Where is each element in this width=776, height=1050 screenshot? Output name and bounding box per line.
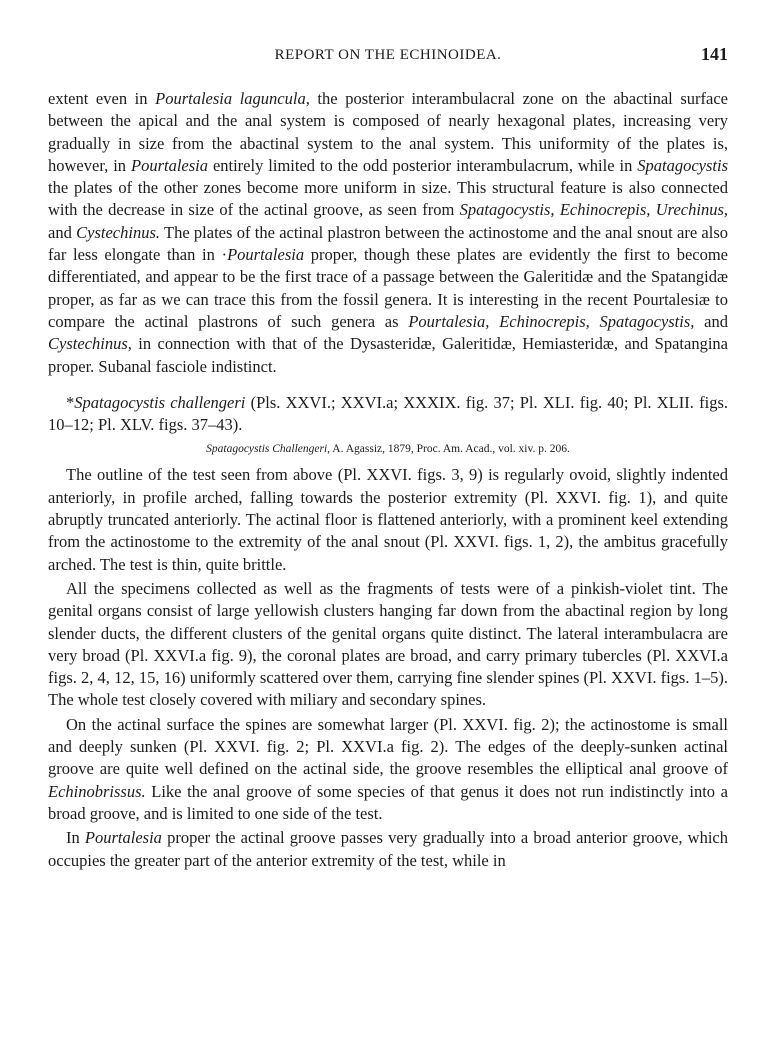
paragraph-pourtalesia-groove [48, 827, 728, 872]
italic-run: Pourtalesia, Echinocrepis, Spatagocystis, [408, 311, 695, 331]
paragraph-actinal-surface [48, 714, 728, 825]
italic-run: Pourtalesia [227, 245, 305, 265]
text-run: the plates of the other zones become more uniform in size. This structural feature is also connected with the decrease in size of the actinal groove, as seen from [48, 178, 728, 220]
text-run: On the actinal surface the spines are somewhat larger (Pl. XXVI. fig. 2); the actinostome is small and deeply sunken (Pl. XXVI. fig. 2; Pl. XXVI.a fig. 2). The edges of the deeply-sunken actinal groove are quite well defined on the actinal side, the groove resembles the elliptical anal groove of [48, 714, 728, 779]
text-run: A. Agassiz, 1879, Proc. Am. Acad., vol. xiv. p. 206. [330, 443, 570, 456]
text-run: the posterior interambulacral zone on the abactinal surface between the apical and the anal system is composed of nearly hexagonal plates, increasing very gradually in size from the abactinal system to the anal system. This uniformity of the plates is, however, in [48, 89, 728, 175]
text-run: in connection with that of the Dysasteridæ, Galeritidæ, Hemiasteridæ, and Spatangina proper. Subanal fasciole indistinct. [48, 334, 728, 376]
text-run: proper, though these plates are evidently the first to become differentiated, and appear to be the first trace of a passage between the Galeritidæ and the Spatangidæ proper, as far as we can trace this from the fossil genera. It is interesting in the recent Pourtalesiæ to compare the actinal plastrons of such genera as [48, 245, 728, 331]
paragraph-coloration [48, 578, 728, 712]
page-header [48, 44, 728, 69]
text-run: All the specimens collected as well as the fragments of tests were of a pinkish-violet tint. The genital organs consist of large yellowish clusters hanging far down from the abactinal region by long slender ducts, the different clusters of the genital organs quite distinct. The lateral interambulacra are very broad (Pl. XXVI.a fig. 9), the coronal plates are broad, and carry primary tubercles (Pl. XXVI.a figs. 2, 4, 12, 15, 16) uniformly scattered over them, carrying fine slender spines (Pl. XXVI. figs. 1–5). The whole test closely covered with miliary and secondary spines. [48, 578, 728, 710]
text-run: extent even in [48, 89, 156, 108]
text-run: In [66, 828, 85, 848]
body-text [48, 88, 728, 872]
text-run: Like the anal groove of some species of that genus it does not run indistinctly into a broad groove, and is limited to one side of the test. [48, 781, 728, 823]
text-run: entirely limited to the odd posterior interambulacrum, while in [208, 155, 638, 175]
italic-run: Cystechinus, [48, 334, 132, 354]
text-run: and [694, 311, 728, 331]
text-run: (Pls. XXVI.; XXVI.a; XXXIX. fig. 37; Pl. XLI. fig. 40; Pl. XLII. figs. 10–12; Pl. XLV. figs. 37–43). [48, 392, 728, 435]
italic-run: Pourtalesia laguncula, [155, 89, 310, 108]
text-run: and [48, 222, 77, 242]
synonymy-reference [48, 441, 728, 457]
paragraph-test-outline [48, 464, 728, 575]
text-run: proper the actinal groove passes very gradually into a broad anterior groove, which occupies the greater part of the anterior extremity of the test, while in [48, 828, 729, 870]
species-heading [48, 392, 728, 437]
text-run: The plates of the actinal plastron between the actinostome and the anal snout are also far less elongate than in · [48, 222, 729, 265]
text-run: * [66, 392, 75, 412]
italic-run: Spatagocystis challengeri [74, 392, 246, 412]
paragraph-genus-discussion [48, 88, 728, 378]
running-title: REPORT ON THE ECHINOIDEA. [274, 47, 502, 63]
italic-run: Echinobrissus. [48, 781, 146, 801]
italic-run: Spatagocystis Challengeri, [206, 443, 331, 456]
italic-run: Cystechinus. [76, 222, 160, 242]
italic-run: Spatagocystis, Echinocrepis, Urechinus, [459, 200, 728, 220]
italic-run: Spatagocystis [637, 155, 729, 175]
italic-run: Pourtalesia [84, 828, 162, 848]
italic-run: Pourtalesia [131, 155, 208, 175]
text-run: The outline of the test seen from above (Pl. XXVI. figs. 3, 9) is regularly ovoid, slightly indented anteriorly, in profile arched, falling towards the posterior extremity (Pl. XXVI. fig. 1), and quite abruptly truncated anteriorly. The actinal floor is flattened anteriorly, with a prominent keel extending from the actinostome to the extremity of the anal snout (Pl. XXVI. figs. 1, 2), the ambitus gracefully arched. The test is thin, quite brittle. [48, 465, 728, 574]
page-number: 141 [701, 44, 728, 64]
